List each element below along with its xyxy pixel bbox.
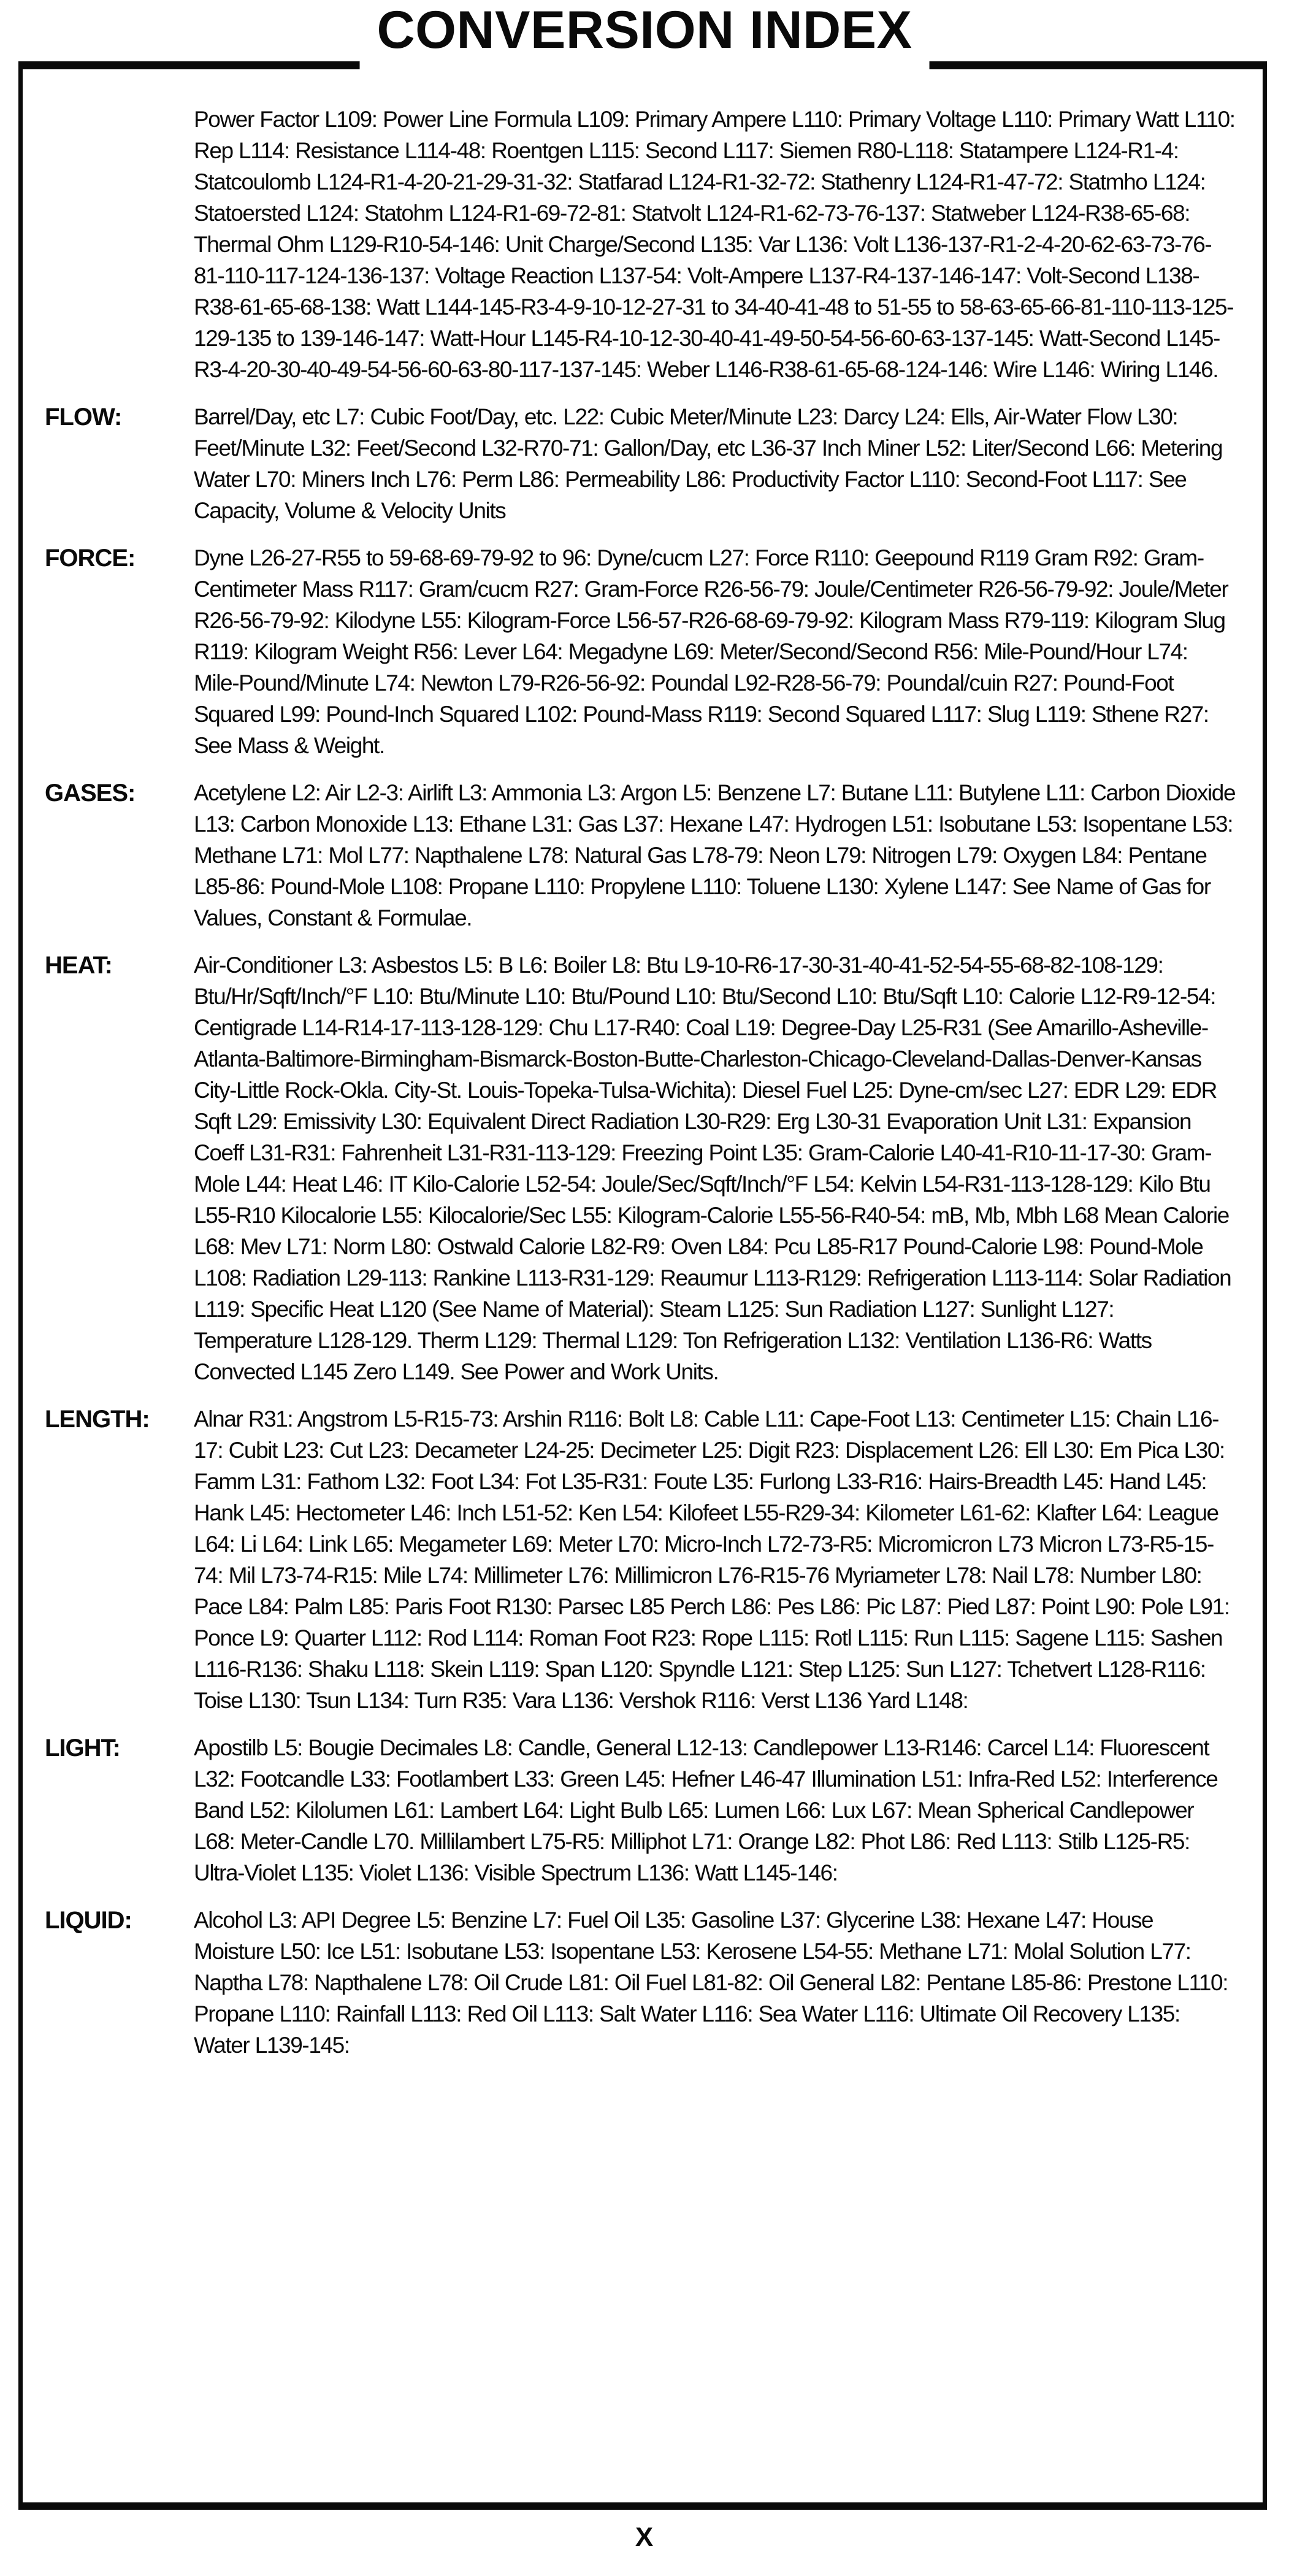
page-title: CONVERSION INDEX [360,2,930,71]
section-row-light [45,1732,1237,1888]
section-row-liquid [45,1904,1237,2061]
section-text-light: Apostilb L5: Bougie Decimales L8: Candle, General L12-13: Candlepower L13-R146: Carcel L14: Fluorescent L32: Footcandle L33: Footlambert L33: Green L45: Hefner L46-47 Illumination L51: Infra-Red L52: Interference Band L52: Kilolumen L61: Lambert L64: Light Bulb L65: Lumen L66: Lux L67: Mean Spherical Candlepower L68: Meter-Candle L70. Millilambert L75-R5: Milliphot L71: Orange L82: Phot L86: Red L113: Stilb L125-R5: Ultra-Violet L135: Violet L136: Visible Spectrum L136: Watt L145-146: [194,1735,1218,1885]
section-label-light: LIGHT: [45,1735,120,1761]
section-text-gases: Acetylene L2: Air L2-3: Airlift L3: Ammonia L3: Argon L5: Benzene L7: Butane L11: Butylene L11: Carbon Dioxide L13: Carbon Monoxide L13: Ethane L31: Gas L37: Hexane L47: Hydrogen L51: Isobutane L53: Isopentane L53: Methane L71: Mol L77: Napthalene L78: Natural Gas L78-79: Neon L79: Nitrogen L79: Oxygen L84: Pentane L85-86: Pound-Mole L108: Propane L110: Propylene L110: Toluene L130: Xylene L147: See Name of Gas for Values, Constant & Formulae. [194,780,1236,930]
page-number: X [635,2522,654,2552]
section-row-gases [45,777,1237,933]
section-row-length [45,1403,1237,1716]
section-text-length: Alnar R31: Angstrom L5-R15-73: Arshin R116: Bolt L8: Cable L11: Cape-Foot L13: Centimeter L15: Chain L16-17: Cubit L23: Cut L23: Decameter L24-25: Decimeter L25: Digit R23: Displacement L26: Ell L30: Em Pica L30: Famm L31: Fathom L32: Foot L34: Fot L35-R31: Foute L35: Furlong L33-R16: Hairs-Breadth L45: Hand L45: Hank L45: Hectometer L46: Inch L51-52: Ken L54: Kilofeet L55-R29-34: Kilometer L61-62: Klafter L64: League L64: Li L64: Link L65: Megameter L69: Meter L70: Micro-Inch L72-73-R5: Micromicron L73 Micron L73-R5-15-74: Mil L73-74-R15: Mile L74: Millimeter L76: Millimicron L76-R15-76 Myriameter L78: Nail L78: Number L80: Pace L84: Palm L85: Paris Foot R130: Parsec L85 Perch L86: Pes L86: Pic L87: Pied L87: Point L90: Pole L91: Ponce L9: Quarter L112: Rod L114: Roman Foot R23: Rope L115: Rotl L115: Run L115: Sagene L115: Sashen L116-R136: Shaku L118: Skein L119: Span L120: Spyndle L121: Step L125: Sun L127: Tchetvert L128-R116: Toise L130: Tsun L134: Turn R35: Vara L136: Vershok R116: Verst L136 Yard L148: [194,1406,1230,1713]
section-label-force: FORCE: [45,545,136,572]
section-label-liquid: LIQUID: [45,1907,132,1934]
section-text-force: Dyne L26-27-R55 to 59-68-69-79-92 to 96: Dyne/cucm L27: Force R110: Geepound R119 Gram R92: Gram-Centimeter Mass R117: Gram/cucm R27: Gram-Force R26-56-79: Joule/Centimeter R26-56-79-92: Joule/Meter R26-56-79-92: Kilodyne L55: Kilogram-Force L56-57-R26-68-69-79-92: Kilogram Mass R79-119: Kilogram Slug R119: Kilogram Weight R56: Lever L64: Megadyne L69: Meter/Second/Second R56: Mile-Pound/Hour L74: Mile-Pound/Minute L74: Newton L79-R26-56-92: Poundal L92-R28-56-79: Poundal/cuin R27: Pound-Foot Squared L99: Pound-Inch Squared L102: Pound-Mass R119: Second Squared L117: Slug L119: Sthene R27: See Mass & Weight. [194,545,1228,758]
section-row-force [45,542,1237,761]
intro-text: Power Factor L109: Power Line Formula L109: Primary Ampere L110: Primary Voltage L110: Primary Watt L110: Rep L114: Resistance L114-48: Roentgen L115: Second L117: Siemen R80-L118: Statampere L124-R1-4: Statcoulomb L124-R1-4-20-21-29-31-32: Statfarad L124-R1-32-72: Stathenry L124-R1-47-72: Statmho L124: Statoersted L124: Statohm L124-R1-69-72-81: Statvolt L124-R1-62-73-76-137: Statweber L124-R38-65-68: Thermal Ohm L129-R10-54-146: Unit Charge/Second L135: Var L136: Volt L136-137-R1-2-4-20-62-63-73-76-81-110-117-124-136-137: Voltage Reaction L137-54: Volt-Ampere L137-R4-137-146-147: Volt-Second L138-R38-61-65-68-138: Watt L144-145-R3-4-9-10-12-27-31 to 34-40-41-48 to 51-55 to 58-63-65-66-81-110-113-125-129-135 to 139-146-147: Watt-Hour L145-R4-10-12-30-40-41-49-50-54-56-60-63-137-145: Watt-Second L145-R3-4-20-30-40-49-54-56-60-63-80-117-137-145: Weber L146-R38-61-65-68-124-146: Wire L146: Wiring L146. [194,107,1235,382]
section-label-length: LENGTH: [45,1406,150,1433]
section-label-flow: FLOW: [45,404,122,431]
section-row-flow [45,401,1237,526]
section-text-flow: Barrel/Day, etc L7: Cubic Foot/Day, etc. L22: Cubic Meter/Minute L23: Darcy L24: Ells, Air-Water Flow L30: Feet/Minute L32: Feet/Second L32-R70-71: Gallon/Day, etc L36-37 Inch Miner L52: Liter/Second L66: Metering Water L70: Miners Inch L76: Perm L86: Permeability L86: Productivity Factor L110: Second-Foot L117: See Capacity, Volume & Velocity Units [194,404,1223,523]
section-text-liquid: Alcohol L3: API Degree L5: Benzine L7: Fuel Oil L35: Gasoline L37: Glycerine L38: Hexane L47: House Moisture L50: Ice L51: Isobutane L53: Isopentane L53: Kerosene L54-55: Methane L71: Molal Solution L77: Naptha L78: Napthalene L78: Oil Crude L81: Oil Fuel L81-82: Oil General L82: Pentane L85-86: Prestone L110: Propane L110: Rainfall L113: Red Oil L113: Salt Water L116: Sea Water L116: Ultimate Oil Recovery L135: Water L139-145: [194,1907,1228,2058]
section-label-heat: HEAT: [45,952,112,979]
section-row-heat [45,949,1237,1387]
intro-row [45,104,1237,385]
section-label-gases: GASES: [45,780,136,807]
section-text-heat: Air-Conditioner L3: Asbestos L5: B L6: Boiler L8: Btu L9-10-R6-17-30-31-40-41-52-54-55-68-82-108-129: Btu/Hr/Sqft/Inch/°F L10: Btu/Minute L10: Btu/Pound L10: Btu/Second L10: Btu/Sqft L10: Calorie L12-R9-12-54: Centigrade L14-R14-17-113-128-129: Chu L17-R40: Coal L19: Degree-Day L25-R31 (See Amarillo-Asheville-Atlanta-Baltimore-Birmingham-Bismarck-Boston-Butte-Charleston-Chicago-Cleveland-Dallas-Denver-Kansas City-Little Rock-Okla. City-St. Louis-Topeka-Tulsa-Wichita): Diesel Fuel L25: Dyne-cm/sec L27: EDR L29: EDR Sqft L29: Emissivity L30: Equivalent Direct Radiation L30-R29: Erg L30-31 Evaporation Unit L31: Expansion Coeff L31-R31: Fahrenheit L31-R31-113-129: Freezing Point L35: Gram-Calorie L40-41-R10-11-17-30: Gram-Mole L44: Heat L46: IT Kilo-Calorie L52-54: Joule/Sec/Sqft/Inch/°F L54: Kelvin L54-R31-113-128-129: Kilo Btu L55-R10 Kilocalorie L55: Kilocalorie/Sec L55: Kilogram-Calorie L55-56-R40-54: mB, Mb, Mbh L68 Mean Calorie L68: Mev L71: Norm L80: Ostwald Calorie L82-R9: Oven L84: Pcu L85-R17 Pound-Calorie L98: Pound-Mole L108: Radiation L29-113: Rankine L113-R31-129: Reaumur L113-R129: Refrigeration L113-114: Solar Radiation L119: Specific Heat L120 (See Name of Material): Steam L125: Sun Radiation L127: Sunlight L127: Temperature L128-129. Therm L129: Thermal L129: Ton Refrigeration L132: Ventilation L136-R6: Watts Convected L145 Zero L149. See Power and Work Units. [194,953,1231,1384]
content-frame [18,61,1267,2510]
